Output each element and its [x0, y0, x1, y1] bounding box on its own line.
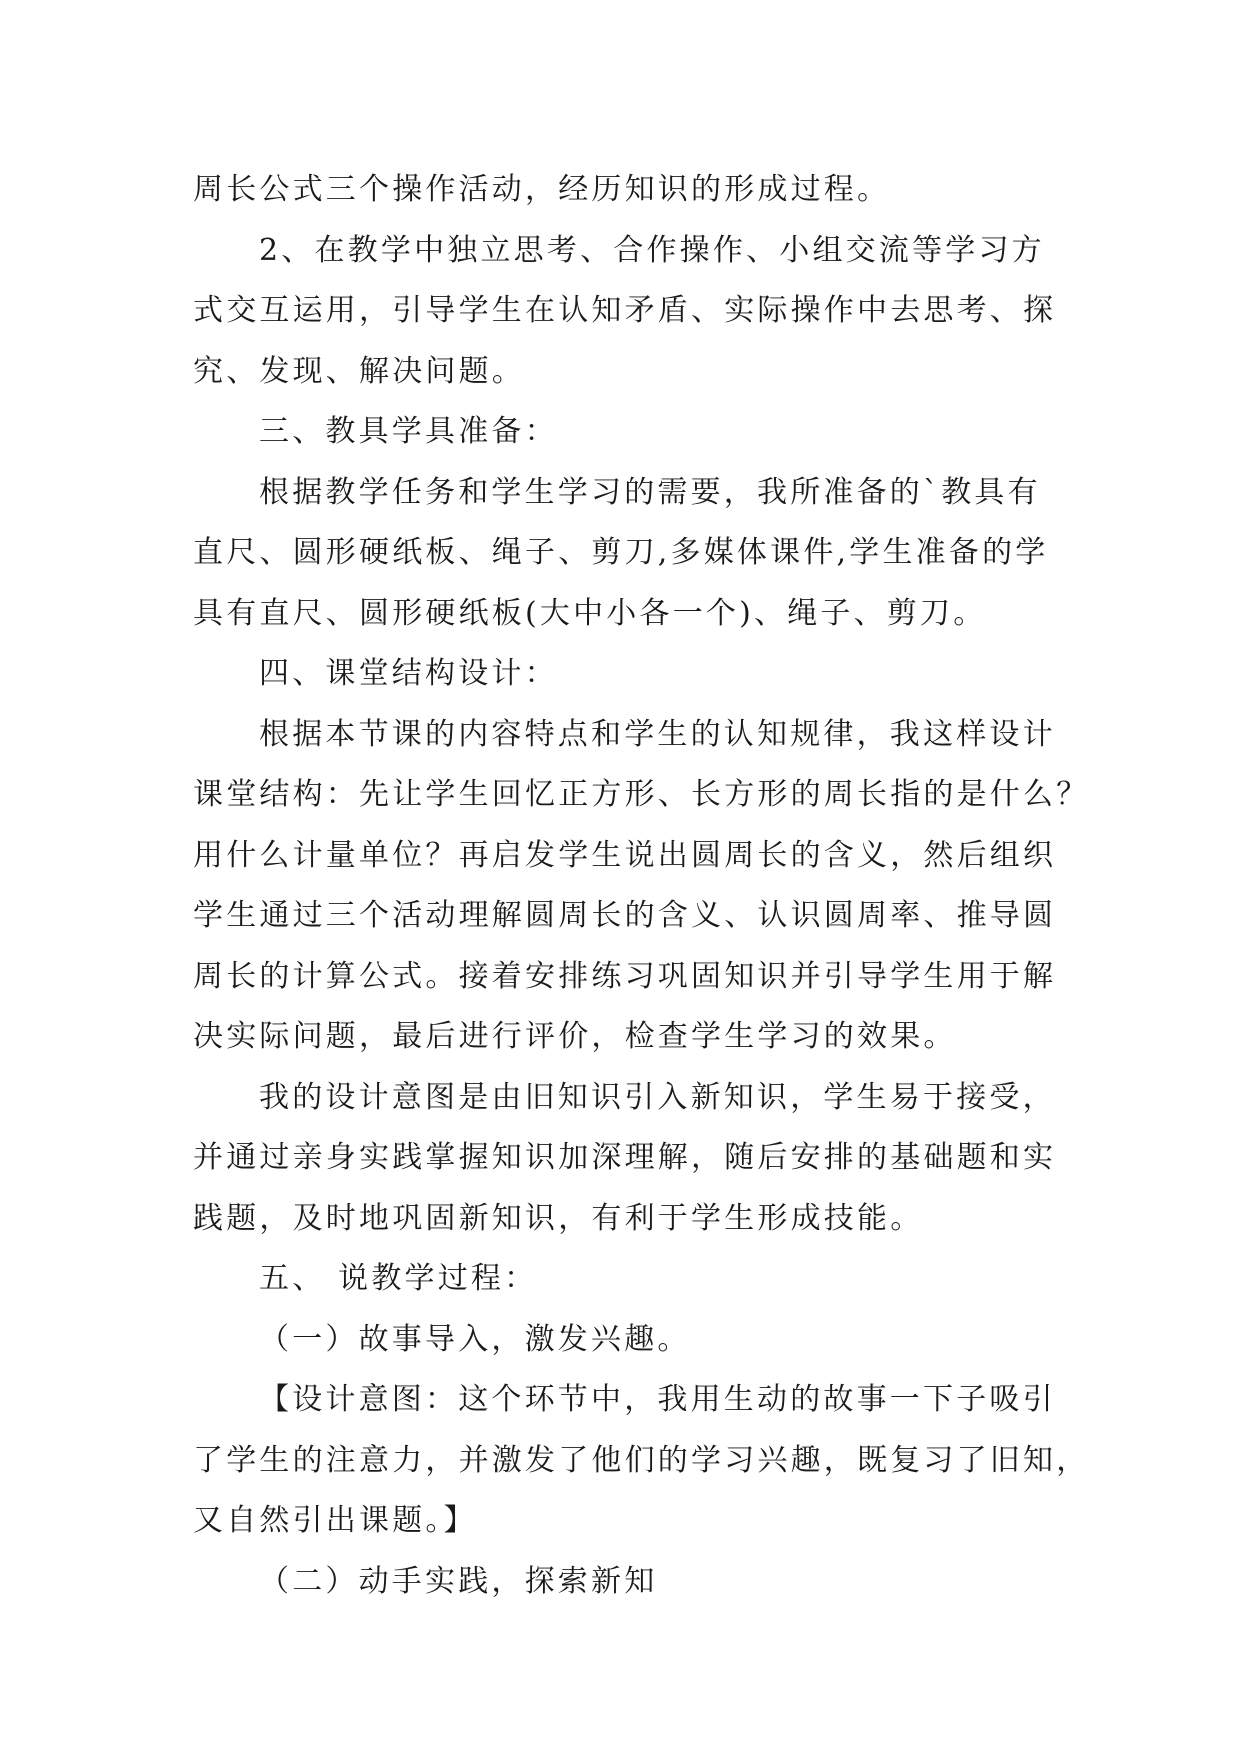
text-line: 2、在教学中独立思考、合作操作、小组交流等学习方	[259, 232, 1045, 268]
text-line: 并通过亲身实践掌握知识加深理解，随后安排的基础题和实	[193, 1140, 1057, 1175]
text-line: 直尺、圆形硬纸板、绳子、剪刀,多媒体课件,学生准备的学	[193, 535, 1049, 570]
text-line: 决实际问题，最后进行评价，检查学生学习的效果。	[193, 1019, 957, 1054]
section-heading: 四、课堂结构设计：	[259, 656, 558, 691]
subsection-heading: （一）故事导入，激发兴趣。	[259, 1321, 691, 1357]
subsection-heading: （二）动手实践，探索新知	[259, 1563, 658, 1599]
text-line: 周长的计算公式。接着安排练习巩固知识并引导学生用于解	[193, 958, 1057, 994]
text-line: 具有直尺、圆形硬纸板(大中小各一个)、绳子、剪刀。	[193, 595, 987, 631]
text-line: 式交互运用，引导学生在认知矛盾、实际操作中去思考、探	[193, 293, 1057, 328]
text-line: 究、发现、解决问题。	[193, 353, 525, 389]
text-line: 周长公式三个操作活动，经历知识的形成过程。	[193, 172, 891, 207]
text-line: 我的设计意图是由旧知识引入新知识，学生易于接受，	[259, 1079, 1056, 1115]
section-heading: 三、教具学具准备：	[259, 414, 558, 449]
text-line: 践题，及时地巩固新知识，有利于学生形成技能。	[193, 1200, 924, 1236]
text-line: 根据本节课的内容特点和学生的认知规律，我这样设计	[259, 716, 1056, 752]
text-line: 了学生的注意力，并激发了他们的学习兴趣，既复习了旧知，	[193, 1442, 1090, 1478]
text-line: 学生通过三个活动理解圆周长的含义、认识圆周率、推导圆	[193, 898, 1057, 933]
text-line: 用什么计量单位？再启发学生说出圆周长的含义，然后组织	[193, 837, 1057, 873]
text-line: 【设计意图：这个环节中，我用生动的故事一下子吸引	[259, 1382, 1056, 1417]
section-heading: 五、 说教学过程：	[259, 1261, 538, 1296]
body-text	[193, 160, 1090, 1612]
text-line: 课堂结构：先让学生回忆正方形、长方形的周长指的是什么？	[193, 777, 1090, 812]
text-line: 根据教学任务和学生学习的需要，我所准备的`教具有	[259, 474, 1041, 510]
text-line: 又自然引出课题。】	[193, 1503, 477, 1538]
